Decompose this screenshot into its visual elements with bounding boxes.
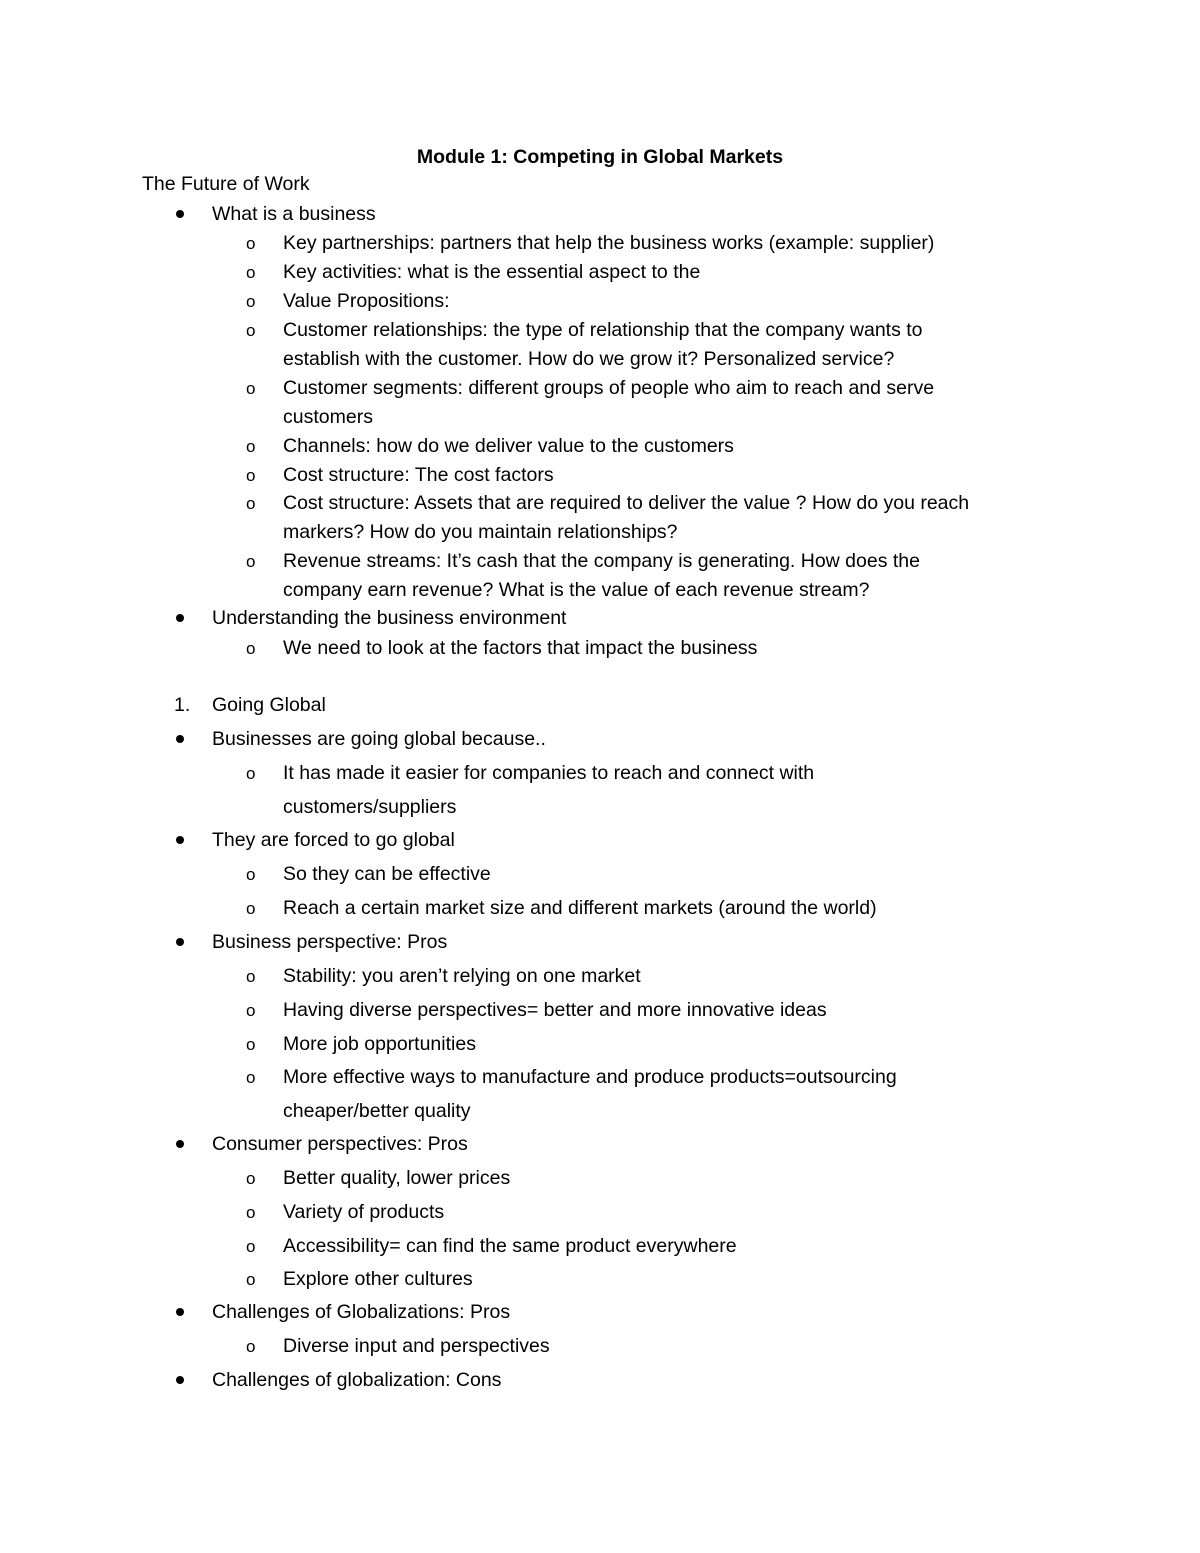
list-item-continuation: company earn revenue? What is the value of each revenue stream? [283, 579, 870, 601]
list-item-text: Customer relationships: the type of relationship that the company wants to [283, 319, 923, 341]
list-item-continuation: establish with the customer. How do we grow it? Personalized service? [283, 348, 895, 370]
bullet-icon [176, 1376, 184, 1384]
list-item-text: Explore other cultures [283, 1268, 473, 1290]
list-item-text: Variety of products [283, 1201, 445, 1223]
list-item-text: So they can be effective [283, 863, 491, 885]
document-title: Module 1: Competing in Global Markets [416, 146, 784, 168]
bullet-icon [176, 1140, 184, 1148]
hollow-bullet-icon: o [246, 1203, 256, 1222]
list-item-text: Stability: you aren’t relying on one market [283, 965, 641, 987]
list-item-continuation: markers? How do you maintain relationships? [283, 521, 678, 543]
bullet-icon [176, 614, 184, 622]
list-item-text: More effective ways to manufacture and produce products=outsourcing [283, 1066, 897, 1088]
bullet-icon [176, 210, 184, 218]
list-item-text: Key partnerships: partners that help the business works (example: supplier) [283, 232, 935, 254]
hollow-bullet-icon: o [246, 552, 256, 571]
list-item-text: Consumer perspectives: Pros [212, 1133, 468, 1155]
hollow-bullet-icon: o [246, 1337, 256, 1356]
list-item-text: Businesses are going global because.. [212, 728, 546, 750]
hollow-bullet-icon: o [246, 263, 256, 282]
hollow-bullet-icon: o [246, 865, 256, 884]
section-heading: The Future of Work [142, 173, 310, 195]
list-item-text: Key activities: what is the essential aspect to the [283, 261, 701, 283]
list-item-text: We need to look at the factors that impact the business [283, 637, 758, 659]
list-item-text: Revenue streams: It’s cash that the company is generating. How does the [283, 550, 920, 572]
bullet-icon [176, 735, 184, 743]
hollow-bullet-icon: o [246, 437, 256, 456]
list-item-text: It has made it easier for companies to reach and connect with [283, 762, 815, 784]
list-item-continuation: customers/suppliers [283, 796, 457, 818]
list-number: 1. [174, 694, 191, 716]
bullet-icon [176, 836, 184, 844]
list-item-text: They are forced to go global [212, 829, 455, 851]
list-item-text: What is a business [212, 203, 376, 225]
list-item-text: Customer segments: different groups of people who aim to reach and serve [283, 377, 935, 399]
list-item-text: Understanding the business environment [212, 607, 567, 629]
list-item-text: Cost structure: The cost factors [283, 464, 554, 486]
list-item-continuation: customers [283, 406, 373, 428]
hollow-bullet-icon: o [246, 639, 256, 658]
list-item-text: Challenges of globalization: Cons [212, 1369, 502, 1391]
hollow-bullet-icon: o [246, 321, 256, 340]
hollow-bullet-icon: o [246, 494, 256, 513]
bullet-icon [176, 1308, 184, 1316]
hollow-bullet-icon: o [246, 379, 256, 398]
hollow-bullet-icon: o [246, 1001, 256, 1020]
list-item-text: Reach a certain market size and different markets (around the world) [283, 897, 877, 919]
hollow-bullet-icon: o [246, 466, 256, 485]
list-item-text: More job opportunities [283, 1033, 476, 1055]
list-item-text: Cost structure: Assets that are required to deliver the value ? How do you reach [283, 492, 970, 514]
list-item-text: Accessibility= can find the same product everywhere [283, 1235, 737, 1257]
list-item-text: Diverse input and perspectives [283, 1335, 550, 1357]
hollow-bullet-icon: o [246, 234, 256, 253]
hollow-bullet-icon: o [246, 292, 256, 311]
hollow-bullet-icon: o [246, 1035, 256, 1054]
hollow-bullet-icon: o [246, 1237, 256, 1256]
list-item-text: Going Global [212, 694, 326, 716]
hollow-bullet-icon: o [246, 1270, 256, 1289]
list-item-text: Challenges of Globalizations: Pros [212, 1301, 511, 1323]
list-item-text: Better quality, lower prices [283, 1167, 511, 1189]
bullet-icon [176, 938, 184, 946]
list-item-text: Value Propositions: [283, 290, 450, 312]
list-item-text: Having diverse perspectives= better and more innovative ideas [283, 999, 827, 1021]
list-item-continuation: cheaper/better quality [283, 1100, 471, 1122]
hollow-bullet-icon: o [246, 1169, 256, 1188]
hollow-bullet-icon: o [246, 1068, 256, 1087]
list-item-text: Channels: how do we deliver value to the customers [283, 435, 734, 457]
hollow-bullet-icon: o [246, 899, 256, 918]
hollow-bullet-icon: o [246, 764, 256, 783]
list-item-text: Business perspective: Pros [212, 931, 448, 953]
hollow-bullet-icon: o [246, 967, 256, 986]
